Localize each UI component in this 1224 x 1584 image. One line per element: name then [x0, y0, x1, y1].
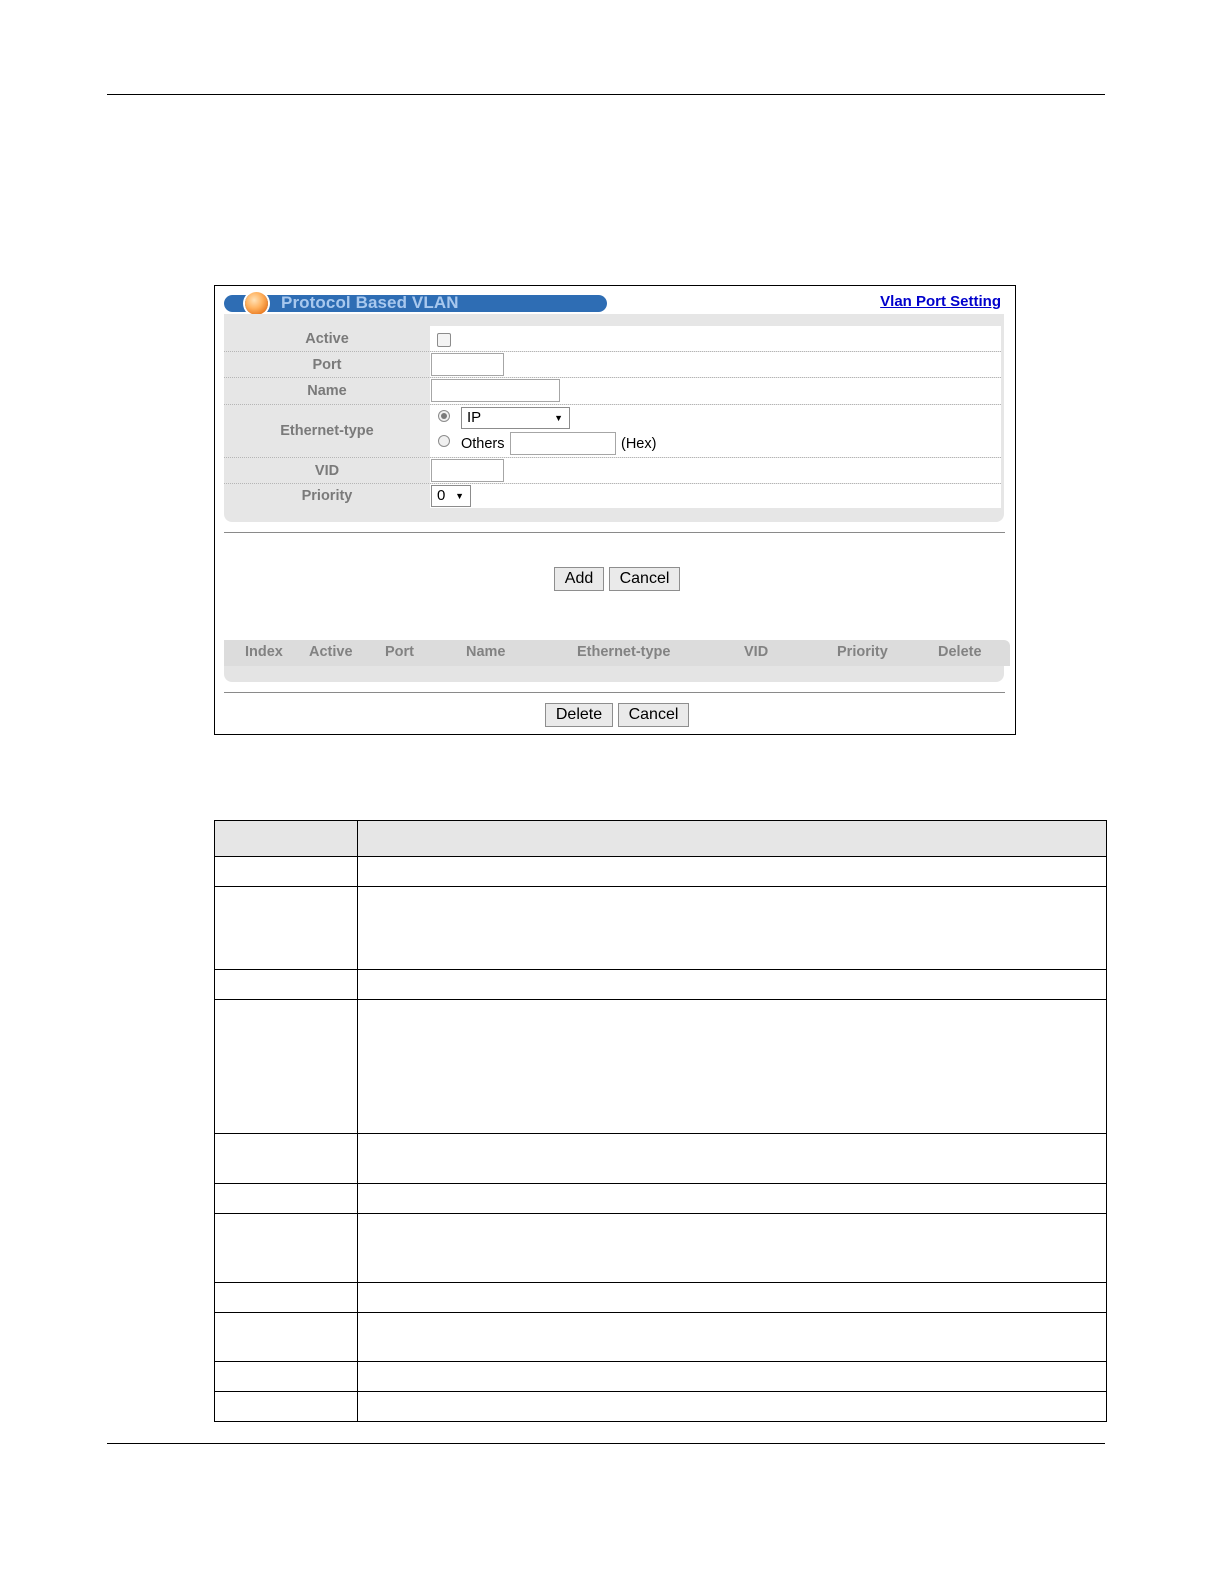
priority-select[interactable] — [431, 485, 471, 507]
protocol-vlan-screenshot — [214, 285, 1016, 735]
column-ethernet-type: Ethernet-type — [577, 644, 671, 660]
priority-selected: 0 — [437, 487, 446, 504]
divider — [224, 692, 1005, 693]
dropdown-arrow-icon: ▼ — [455, 491, 464, 501]
name-label: Name — [307, 383, 347, 399]
cancel-button[interactable]: Cancel — [609, 567, 680, 591]
ethernet-type-selected: IP — [467, 409, 482, 426]
form-row-active — [224, 326, 1001, 352]
dropdown-arrow-icon: ▼ — [554, 413, 563, 423]
vid-label: VID — [314, 462, 340, 479]
table-header-row — [215, 821, 1107, 857]
form-row-port — [224, 352, 1001, 378]
column-index: Index — [245, 644, 283, 660]
page-header-rule — [107, 94, 1105, 95]
column-vid: VID — [744, 644, 769, 660]
column-active: Active — [309, 644, 353, 660]
panel-title: Protocol Based VLAN — [281, 293, 459, 312]
form-row-vid — [224, 458, 1001, 484]
table-row — [215, 887, 1107, 970]
add-button[interactable]: Add — [554, 567, 604, 591]
delete-button[interactable]: Delete — [545, 703, 613, 727]
divider — [224, 532, 1005, 533]
page-footer-rule — [107, 1443, 1105, 1444]
port-input[interactable] — [431, 353, 504, 376]
port-label: Port — [312, 356, 342, 373]
table-row — [215, 1214, 1107, 1283]
active-label: Active — [305, 330, 349, 347]
vid-input[interactable] — [431, 459, 504, 482]
vlan-list-header — [224, 640, 1010, 666]
column-port: Port — [385, 644, 414, 660]
table-row — [215, 1134, 1107, 1184]
table-row — [215, 1392, 1107, 1422]
table-row — [215, 1283, 1107, 1313]
column-name: Name — [466, 644, 506, 660]
others-label: Others — [461, 436, 505, 452]
vlan-port-setting-link[interactable]: Vlan Port Setting — [880, 293, 1001, 310]
title-orb-icon — [245, 292, 268, 315]
cancel-button-2[interactable]: Cancel — [618, 703, 689, 727]
column-priority: Priority — [837, 644, 888, 660]
others-hex-input[interactable] — [510, 432, 616, 455]
form-row-priority — [224, 484, 1001, 508]
table-row — [215, 1362, 1107, 1392]
title-bar — [224, 295, 607, 312]
others-radio[interactable] — [438, 435, 450, 447]
ethernet-type-label: Ethernet-type — [280, 423, 374, 439]
priority-label: Priority — [301, 488, 353, 504]
form-row-name — [224, 378, 1001, 405]
ip-radio[interactable] — [438, 410, 450, 422]
table-row — [215, 857, 1107, 887]
vlan-form — [224, 314, 1004, 522]
table-row — [215, 1184, 1107, 1214]
name-input[interactable] — [431, 379, 560, 402]
column-delete: Delete — [938, 644, 982, 660]
table-row — [215, 970, 1107, 1000]
hex-label: (Hex) — [621, 436, 657, 452]
table-row — [215, 1000, 1107, 1134]
form-row-ethernet-type — [224, 405, 1001, 458]
table-row — [215, 1313, 1107, 1362]
description-table — [214, 820, 1107, 1422]
active-checkbox[interactable] — [437, 333, 451, 347]
ethernet-type-select[interactable] — [461, 407, 570, 429]
